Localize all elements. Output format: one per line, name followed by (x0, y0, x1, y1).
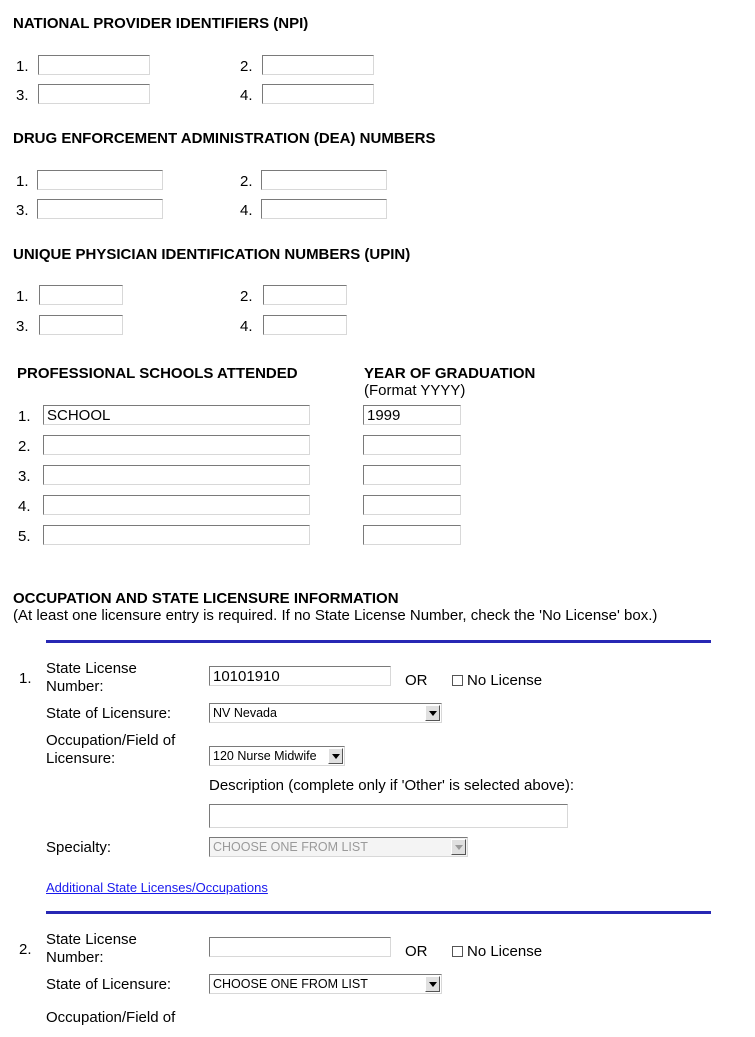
npi-input-2[interactable] (262, 55, 374, 75)
npi-heading: NATIONAL PROVIDER IDENTIFIERS (NPI) (13, 15, 309, 32)
school-input-1[interactable] (43, 405, 310, 425)
upin-num-1: 1. (16, 288, 29, 305)
npi-num-2: 2. (240, 58, 253, 75)
dea-input-4[interactable] (261, 199, 387, 219)
or-label: OR (405, 943, 428, 960)
state-label: State of Licensure: (46, 976, 172, 993)
graduation-year-input-2[interactable] (363, 435, 461, 455)
school-num-2: 2. (18, 438, 31, 455)
no-license-label: No License (467, 943, 543, 960)
no-license-checkbox-2[interactable] (452, 946, 463, 957)
school-num-3: 3. (18, 468, 31, 485)
dea-input-3[interactable] (37, 199, 163, 219)
school-num-1: 1. (18, 408, 31, 425)
upin-input-1[interactable] (39, 285, 123, 305)
upin-input-4[interactable] (263, 315, 347, 335)
upin-heading: UNIQUE PHYSICIAN IDENTIFICATION NUMBERS (UPIN) (13, 246, 411, 263)
specialty-select-value: CHOOSE ONE FROM LIST (213, 840, 368, 854)
no-license-checkbox-1[interactable] (452, 675, 463, 686)
dea-input-2[interactable] (261, 170, 387, 190)
npi-input-3[interactable] (38, 84, 150, 104)
dea-num-3: 3. (16, 202, 29, 219)
school-num-4: 4. (18, 498, 31, 515)
occupation-label: Occupation/Field of (46, 1009, 176, 1026)
state-label: State of Licensure: (46, 705, 172, 722)
dea-heading: DRUG ENFORCEMENT ADMINISTRATION (DEA) NUMBERS (13, 130, 436, 147)
state-select-value: CHOOSE ONE FROM LIST (213, 977, 368, 991)
state-select-1[interactable] (209, 703, 442, 723)
school-input-5[interactable] (43, 525, 310, 545)
graduation-year-input-1[interactable] (363, 405, 461, 425)
upin-num-2: 2. (240, 288, 253, 305)
state-select-2[interactable] (209, 974, 442, 994)
school-num-5: 5. (18, 528, 31, 545)
license-number-label: State License Number: (46, 931, 137, 966)
additional-licenses-link[interactable]: Additional State Licenses/Occupations (46, 880, 268, 895)
npi-input-4[interactable] (262, 84, 374, 104)
licensure-note: (At least one licensure entry is required. If no State License Number, check the 'No License' box.) (13, 607, 658, 624)
specialty-select-1[interactable] (209, 837, 468, 857)
state-select-value: NV Nevada (213, 706, 277, 720)
description-label: Description (complete only if 'Other' is selected above): (209, 777, 575, 794)
licensure-heading: OCCUPATION AND STATE LICENSURE INFORMATION (13, 590, 399, 607)
license-entry-num-2: 2. (19, 941, 32, 958)
upin-num-4: 4. (240, 318, 253, 335)
graduation-year-heading: YEAR OF GRADUATION (364, 365, 536, 382)
license-number-input-1[interactable] (209, 666, 391, 686)
license-number-input-2[interactable] (209, 937, 391, 957)
section-divider (46, 911, 711, 914)
chevron-down-icon (451, 839, 466, 855)
graduation-year-input-5[interactable] (363, 525, 461, 545)
license-entry-num-1: 1. (19, 670, 32, 687)
graduation-year-input-4[interactable] (363, 495, 461, 515)
occupation-label: Occupation/Field of Licensure: (46, 732, 176, 767)
year-format-hint: (Format YYYY) (364, 382, 466, 399)
upin-input-3[interactable] (39, 315, 123, 335)
npi-num-4: 4. (240, 87, 253, 104)
graduation-year-input-3[interactable] (363, 465, 461, 485)
dea-input-1[interactable] (37, 170, 163, 190)
dea-num-4: 4. (240, 202, 253, 219)
npi-num-1: 1. (16, 58, 29, 75)
specialty-label: Specialty: (46, 839, 112, 856)
school-input-2[interactable] (43, 435, 310, 455)
upin-input-2[interactable] (263, 285, 347, 305)
dea-num-2: 2. (240, 173, 253, 190)
section-divider (46, 640, 711, 643)
schools-heading: PROFESSIONAL SCHOOLS ATTENDED (17, 365, 298, 382)
or-label: OR (405, 672, 428, 689)
dea-num-1: 1. (16, 173, 29, 190)
chevron-down-icon (425, 976, 440, 992)
npi-input-1[interactable] (38, 55, 150, 75)
occupation-select-1[interactable] (209, 746, 345, 766)
license-number-label: State License Number: (46, 660, 137, 695)
occupation-select-value: 120 Nurse Midwife (213, 749, 317, 763)
school-input-4[interactable] (43, 495, 310, 515)
npi-num-3: 3. (16, 87, 29, 104)
description-input-1[interactable] (209, 804, 568, 828)
chevron-down-icon (328, 748, 343, 764)
school-input-3[interactable] (43, 465, 310, 485)
chevron-down-icon (425, 705, 440, 721)
upin-num-3: 3. (16, 318, 29, 335)
no-license-label: No License (467, 672, 543, 689)
